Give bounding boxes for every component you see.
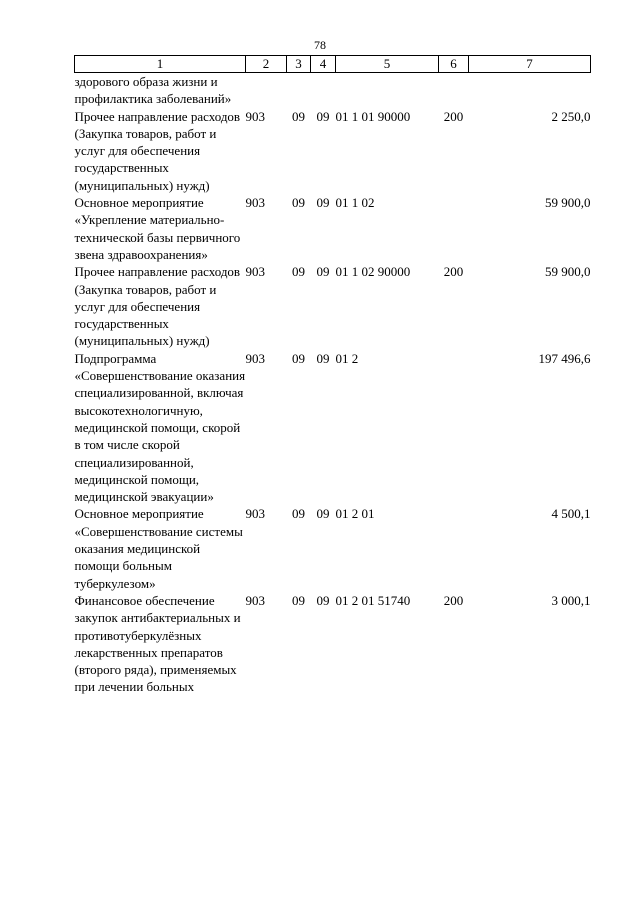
row-amount: 197 496,6 (538, 350, 591, 366)
row-amount: 59 900,0 (545, 195, 591, 211)
row-section: 09 (292, 264, 305, 280)
column-header-7: 7 (469, 56, 591, 73)
row-name: Основное мероприятие «Совершенствование системы оказания медицинской помощи больным туберкулезом» (74, 506, 243, 591)
row-expense-type (439, 505, 469, 591)
row-amount: 2 250,0 (551, 108, 591, 124)
row-section: 09 (292, 350, 305, 366)
row-name: здорового образа жизни и профилактика заболеваний» (74, 74, 232, 107)
column-header-6: 6 (439, 56, 469, 73)
row-amount: 4 500,1 (551, 506, 591, 522)
row-target: 01 1 02 (335, 195, 375, 211)
row-section: 09 (292, 506, 305, 522)
row-expense-type: 200 (443, 264, 464, 280)
row-name: Прочее направление расходов (Закупка товаров, работ и услуг для обеспечения государственных (муниципальных) нужд) (74, 108, 241, 193)
row-subsection: 09 (316, 195, 330, 211)
row-expense-type (439, 194, 469, 263)
row-subsection: 09 (316, 350, 330, 366)
row-amount: 59 900,0 (545, 264, 591, 280)
row-section (287, 73, 311, 108)
row-expense-type: 200 (443, 592, 464, 608)
column-header-3: 3 (287, 56, 311, 73)
row-subsection: 09 (316, 264, 330, 280)
row-name: Основное мероприятие «Укрепление материально-технической базы первичного звена здравоохранения» (74, 195, 241, 262)
table-row (75, 108, 591, 194)
column-header-1: 1 (75, 56, 246, 73)
row-subsection: 09 (316, 108, 330, 124)
row-expense-type (439, 73, 469, 108)
row-expense-type (439, 350, 469, 506)
row-subsection: 09 (316, 592, 330, 608)
table-row (75, 350, 591, 506)
row-name: Финансовое обеспечение закупок антибактериальных и противотуберкулёзных лекарственных препаратов (второго ряда), применяемых при лечении больных (74, 592, 241, 695)
row-code: 903 (245, 195, 265, 211)
column-header-2: 2 (246, 56, 287, 73)
row-name: Подпрограмма «Совершенствование оказания специализированной, включая высокотехнологичную, медицинской помощи, скорой в том числе скорой специализированной, медицинской помощи, медицинской эвакуации» (74, 350, 246, 505)
row-expense-type: 200 (443, 108, 464, 124)
table-row (75, 194, 591, 263)
row-code: 903 (245, 592, 265, 608)
row-target: 01 1 01 90000 (335, 108, 411, 124)
table-row (75, 263, 591, 349)
row-code: 903 (245, 264, 265, 280)
row-target: 01 1 02 90000 (335, 264, 411, 280)
row-target (336, 73, 439, 108)
row-section: 09 (292, 592, 305, 608)
row-code (246, 73, 287, 108)
row-amount: 3 000,1 (551, 592, 591, 608)
page-number: 78 (314, 38, 326, 52)
row-section: 09 (292, 108, 305, 124)
row-section: 09 (292, 195, 305, 211)
row-target: 01 2 (335, 350, 359, 366)
budget-table (74, 55, 591, 696)
table-row (75, 592, 591, 696)
row-subsection: 09 (316, 506, 330, 522)
table-row (75, 505, 591, 591)
column-header-4: 4 (311, 56, 336, 73)
row-amount (469, 73, 591, 108)
row-code: 903 (245, 350, 265, 366)
row-target: 01 2 01 (335, 506, 375, 522)
header-row (75, 56, 591, 73)
table-row (75, 73, 591, 108)
row-subsection (311, 73, 336, 108)
row-code: 903 (245, 108, 265, 124)
row-name: Прочее направление расходов (Закупка товаров, работ и услуг для обеспечения государственных (муниципальных) нужд) (74, 264, 241, 349)
column-header-5: 5 (336, 56, 439, 73)
row-code: 903 (245, 506, 265, 522)
row-target: 01 2 01 51740 (335, 592, 411, 608)
